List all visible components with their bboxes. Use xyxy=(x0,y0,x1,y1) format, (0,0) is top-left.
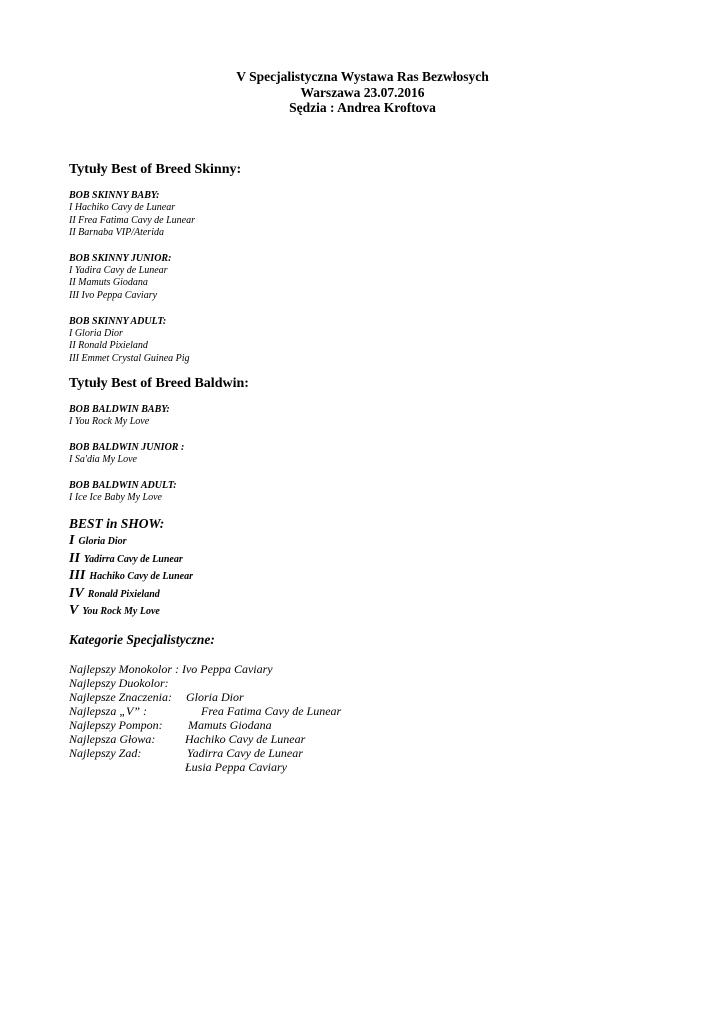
skinny-section xyxy=(69,161,689,365)
baldwin-section-title: Tytuły Best of Breed Baldwin: xyxy=(69,376,249,392)
list-item xyxy=(69,648,689,676)
winner-name: Łusia Peppa Caviary xyxy=(185,759,287,774)
baldwin-adult-group xyxy=(69,479,689,505)
category-label: Najlepsza „V” : xyxy=(69,703,148,718)
list-item: I You Rock My Love xyxy=(69,416,150,428)
document-header xyxy=(0,69,725,116)
list-item: III Ivo Peppa Caviary xyxy=(69,289,158,301)
list-item: I Ice Ice Baby My Love xyxy=(69,491,162,503)
winner-name: Gloria Dior xyxy=(78,536,127,548)
category-label: Najlepsza Głowa: xyxy=(69,731,156,746)
list-item xyxy=(69,602,689,620)
list-item: II Barnaba VIP/Aterida xyxy=(69,227,164,239)
winner-name: Hachiko Cavy de Lunear xyxy=(89,571,193,583)
winner-name: Hachiko Cavy de Lunear xyxy=(185,731,306,746)
category-label: BOB SKINNY BABY: xyxy=(69,190,160,201)
list-item: II Frea Fatima Cavy de Lunear xyxy=(69,214,195,226)
baldwin-junior-group xyxy=(69,441,689,467)
skinny-section-title: Tytuły Best of Breed Skinny: xyxy=(69,162,242,177)
winner-name: Mamuts Giodana xyxy=(188,717,272,732)
winner-name: Ronald Pixieland xyxy=(87,588,160,600)
category-label: Najlepszy Monokolor : Ivo Peppa Caviary xyxy=(69,661,273,676)
winner-name: Yadirra Cavy de Lunear xyxy=(83,553,183,565)
list-item: II Ronald Pixieland xyxy=(69,340,148,352)
list-item: II Mamuts Giodana xyxy=(69,277,148,289)
rank-label: IV xyxy=(69,585,84,601)
winner-name: Yadirra Cavy de Lunear xyxy=(187,745,303,760)
best-in-show-section xyxy=(69,516,689,620)
category-label: Najlepsze Znaczenia: xyxy=(69,689,172,704)
list-item: I Yadira Cavy de Lunear xyxy=(69,264,168,276)
category-label: Najlepszy Zad: xyxy=(69,745,142,760)
category-label: BOB BALDWIN BABY: xyxy=(69,404,170,416)
special-categories-section xyxy=(69,631,689,774)
list-item xyxy=(69,550,689,568)
winner-name: Gloria Dior xyxy=(186,689,244,704)
baldwin-baby-group xyxy=(69,403,689,429)
baldwin-section xyxy=(69,375,689,504)
document-body xyxy=(69,161,689,774)
rank-label: II xyxy=(69,550,80,566)
rank-label: I xyxy=(69,533,75,549)
category-label: BOB BALDWIN ADULT: xyxy=(69,479,177,491)
list-item: I Sa'dia My Love xyxy=(69,453,137,465)
show-title: V Specjalistyczna Wystawa Ras Bezwłosych xyxy=(236,69,489,84)
rank-label: V xyxy=(69,603,79,619)
winner-name: Frea Fatima Cavy de Lunear xyxy=(201,703,342,718)
list-item xyxy=(69,532,689,550)
list-item: III Emmet Crystal Guinea Pig xyxy=(69,352,190,364)
category-label: BOB SKINNY ADULT: xyxy=(69,315,167,327)
list-item: I Hachiko Cavy de Lunear xyxy=(69,202,176,213)
skinny-junior-group xyxy=(69,252,689,303)
skinny-adult-group xyxy=(69,315,689,366)
category-label: Najlepszy Pompon: xyxy=(69,717,163,732)
category-label: BOB BALDWIN JUNIOR : xyxy=(69,441,185,453)
show-date: Warszawa 23.07.2016 xyxy=(300,84,425,100)
judge-line: Sędzia : Andrea Kroftova xyxy=(289,100,436,115)
best-in-show-title: BEST in SHOW: xyxy=(69,516,165,532)
list-item xyxy=(69,585,689,603)
category-label: BOB SKINNY JUNIOR: xyxy=(69,252,172,264)
list-item: I Gloria Dior xyxy=(69,327,123,339)
list-item xyxy=(69,567,689,585)
skinny-baby-group xyxy=(69,189,689,240)
special-categories-title: Kategorie Specjalistyczne: xyxy=(69,631,215,647)
rank-label: III xyxy=(69,568,86,584)
category-label: Najlepszy Duokolor: xyxy=(69,675,169,690)
winner-name: You Rock My Love xyxy=(82,606,160,618)
